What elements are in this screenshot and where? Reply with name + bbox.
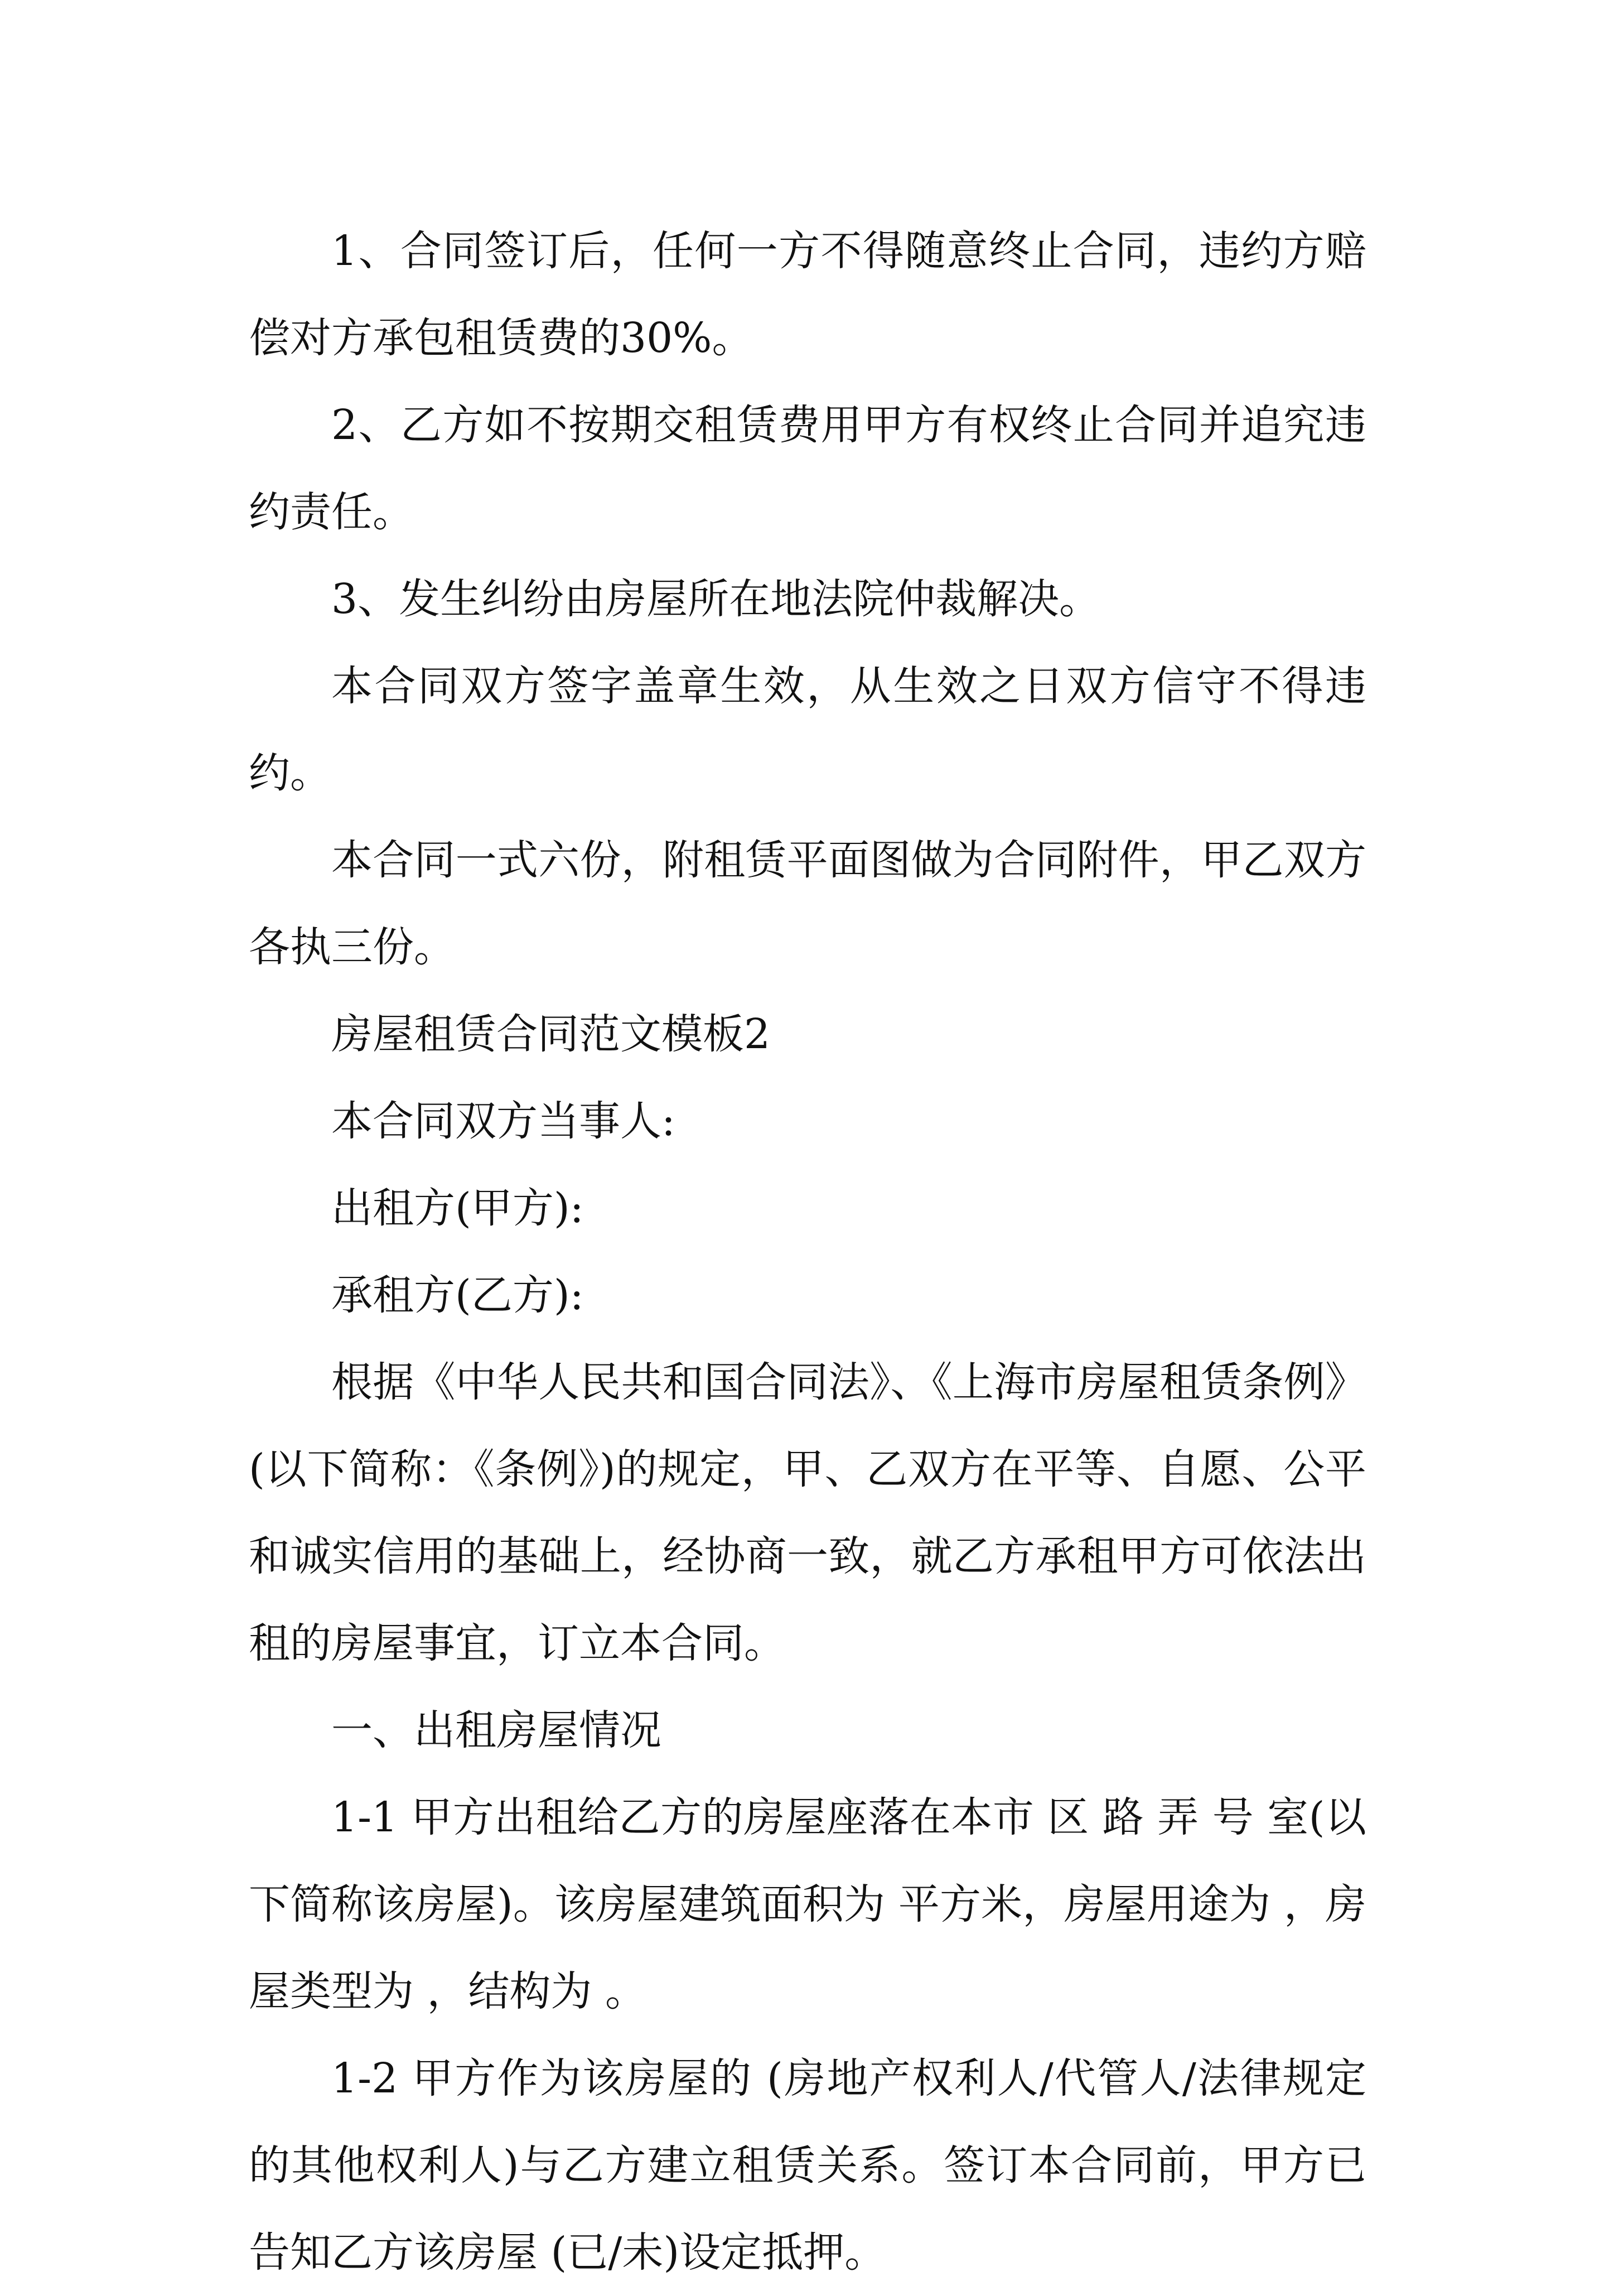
paragraph-effective: 本合同双方签字盖章生效，从生效之日双方信守不得违约。 (249, 662, 1366, 797)
heading-rental-house: 一、出租房屋情况 (331, 1706, 661, 1754)
paragraph-clause-3: 3、发生纠纷由房屋所在地法院仲裁解决。 (331, 575, 1101, 623)
section-title-template-2: 房屋租赁合同范文模板2 (331, 1010, 771, 1058)
paragraph-clause-1: 1、合同签订后，任何一方不得随意终止合同，违约方赔偿对方承包租赁费的30%。 (249, 227, 1366, 362)
paragraph-1-2: 1-2 甲方作为该房屋的 (房地产权利人/代管人/法律规定的其他权利人)与乙方建立租赁关系。签订本合同前，甲方已告知乙方该房屋 (已/未)设定抵押。 (249, 2054, 1366, 2276)
paragraph-preamble: 根据《中华人民共和国合同法》、《上海市房屋租赁条例》(以下简称：《条例》)的规定，甲、乙双方在平等、自愿、公平和诚实信用的基础上，经协商一致，就乙方承租甲方可依法出租的房屋事宜，订立本合同。 (249, 1358, 1366, 1667)
paragraph-clause-2: 2、乙方如不按期交租赁费用甲方有权终止合同并追究违约责任。 (249, 401, 1366, 536)
paragraph-lessee: 承租方(乙方): (331, 1271, 584, 1319)
paragraph-lessor: 出租方(甲方): (331, 1184, 584, 1232)
paragraph-parties: 本合同双方当事人: (331, 1097, 675, 1145)
paragraph-copies: 本合同一式六份，附租赁平面图做为合同附件，甲乙双方各执三份。 (249, 836, 1366, 971)
paragraph-1-1: 1-1 甲方出租给乙方的房屋座落在本市 区 路 弄 号 室(以下简称该房屋)。该房屋建筑面积为 平方米，房屋用途为 ，房屋类型为 ，结构为 。 (249, 1793, 1366, 2015)
